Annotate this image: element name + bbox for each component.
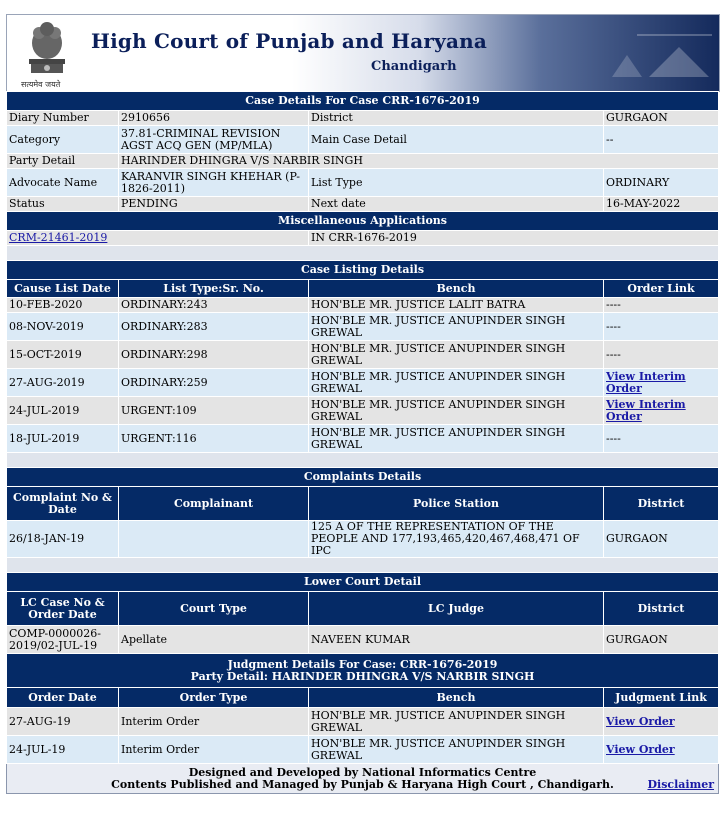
col-judgment-link: Judgment Link (604, 688, 719, 708)
judgment-bench: HON'BLE MR. JUSTICE ANUPINDER SINGH GREWAL (309, 736, 604, 764)
listing-type: ORDINARY:283 (119, 313, 309, 341)
district-label: District (309, 111, 604, 126)
party-value: HARINDER DHINGRA V/S NARBIR SINGH (119, 154, 719, 169)
judgment-heading-line2: Party Detail: HARINDER DHINGRA V/S NARBIR SINGH (190, 669, 535, 683)
lc-judge: NAVEEN KUMAR (309, 626, 604, 654)
view-order-link[interactable]: View Order (606, 714, 675, 728)
national-emblem-icon (25, 19, 69, 77)
next-date-value: 16-MAY-2022 (604, 197, 719, 212)
table-row (7, 397, 719, 425)
judgment-date: 24-JUL-19 (7, 736, 119, 764)
emblem-caption: सत्यमेव जयते (21, 80, 61, 89)
col-order-link: Order Link (604, 280, 719, 298)
category-value: 37.81-CRIMINAL REVISION AGST ACQ GEN (MP/MLA) (119, 126, 309, 154)
listing-order-cell (604, 369, 719, 397)
section-spacer (7, 453, 719, 468)
listing-bench: HON'BLE MR. JUSTICE ANUPINDER SINGH GREWAL (309, 397, 604, 425)
listing-date: 10-FEB-2020 (7, 298, 119, 313)
diary-value: 2910656 (119, 111, 309, 126)
view-interim-order-link[interactable]: View Interim Order (606, 397, 686, 423)
disclaimer-link[interactable]: Disclaimer (647, 778, 715, 791)
complaints-heading: Complaints Details (7, 468, 719, 487)
table-row (7, 521, 719, 558)
complaint-district: GURGAON (604, 521, 719, 558)
advocate-label: Advocate Name (7, 169, 119, 197)
misc-application-link[interactable]: CRM-21461-2019 (9, 231, 108, 244)
police-station: 125 A OF THE REPRESENTATION OF THE PEOPLE AND 177,193,465,420,467,468,471 OF IPC (309, 521, 604, 558)
table-row (7, 708, 719, 736)
col-judgment-bench: Bench (309, 688, 604, 708)
lc-case-no: COMP-0000026-2019/02-JUL-19 (7, 626, 119, 654)
table-row (7, 341, 719, 369)
view-interim-order-link[interactable]: View Interim Order (606, 369, 686, 395)
listing-type: ORDINARY:259 (119, 369, 309, 397)
lower-court-heading: Lower Court Detail (7, 573, 719, 592)
col-lc-district: District (604, 592, 719, 626)
listing-order-cell (604, 397, 719, 425)
misc-application-cell (7, 231, 309, 246)
listing-type: URGENT:116 (119, 425, 309, 453)
footer-credit-line1: Designed and Developed by National Informatics Centre (188, 765, 537, 779)
col-lc-case-no: LC Case No & Order Date (7, 592, 119, 626)
page-subtitle: Chandigarh (371, 59, 457, 74)
judgment-link-cell (604, 708, 719, 736)
section-spacer (7, 558, 719, 573)
table-row (7, 369, 719, 397)
listing-type: URGENT:109 (119, 397, 309, 425)
listing-bench: HON'BLE MR. JUSTICE ANUPINDER SINGH GREWAL (309, 313, 604, 341)
complaint-no: 26/18-JAN-19 (7, 521, 119, 558)
judgment-heading-line1: Judgment Details For Case: CRR-1676-2019 (227, 657, 498, 671)
list-type-value: ORDINARY (604, 169, 719, 197)
case-status-table (6, 91, 719, 794)
misc-applications-heading: Miscellaneous Applications (7, 212, 719, 231)
col-bench: Bench (309, 280, 604, 298)
footer-credit-line2: Contents Published and Managed by Punjab & Haryana High Court , Chandigarh. (111, 777, 614, 791)
table-row (7, 298, 719, 313)
complainant (119, 521, 309, 558)
listing-bench: HON'BLE MR. JUSTICE ANUPINDER SINGH GREWAL (309, 341, 604, 369)
col-district: District (604, 487, 719, 521)
listing-type: ORDINARY:243 (119, 298, 309, 313)
col-police-station: Police Station (309, 487, 604, 521)
section-spacer (7, 246, 719, 261)
judgment-heading (7, 654, 719, 688)
listing-type: ORDINARY:298 (119, 341, 309, 369)
listing-date: 15-OCT-2019 (7, 341, 119, 369)
table-row (7, 626, 719, 654)
listing-order: ---- (604, 425, 719, 453)
table-row (7, 313, 719, 341)
judgment-link-cell (604, 736, 719, 764)
listing-bench: HON'BLE MR. JUSTICE ANUPINDER SINGH GREWAL (309, 425, 604, 453)
col-complaint-no: Complaint No & Date (7, 487, 119, 521)
case-listing-heading: Case Listing Details (7, 261, 719, 280)
listing-bench: HON'BLE MR. JUSTICE ANUPINDER SINGH GREWAL (309, 369, 604, 397)
court-type: Apellate (119, 626, 309, 654)
listing-date: 27-AUG-2019 (7, 369, 119, 397)
col-court-type: Court Type (119, 592, 309, 626)
col-cause-list-date: Cause List Date (7, 280, 119, 298)
listing-date: 18-JUL-2019 (7, 425, 119, 453)
header-banner (6, 14, 720, 92)
view-order-link[interactable]: View Order (606, 742, 675, 756)
page-title: High Court of Punjab and Haryana (91, 29, 488, 53)
listing-order: ---- (604, 341, 719, 369)
page-footer (7, 764, 719, 794)
listing-date: 08-NOV-2019 (7, 313, 119, 341)
col-lc-judge: LC Judge (309, 592, 604, 626)
listing-bench: HON'BLE MR. JUSTICE LALIT BATRA (309, 298, 604, 313)
judgment-type: Interim Order (119, 708, 309, 736)
case-details-heading: Case Details For Case CRR-1676-2019 (7, 92, 719, 111)
listing-order: ---- (604, 298, 719, 313)
misc-in-case: IN CRR-1676-2019 (309, 231, 719, 246)
advocate-value: KARANVIR SINGH KHEHAR (P-1826-2011) (119, 169, 309, 197)
category-label: Category (7, 126, 119, 154)
judgment-type: Interim Order (119, 736, 309, 764)
status-value: PENDING (119, 197, 309, 212)
judgment-bench: HON'BLE MR. JUSTICE ANUPINDER SINGH GREWAL (309, 708, 604, 736)
district-value: GURGAON (604, 111, 719, 126)
list-type-label: List Type (309, 169, 604, 197)
lc-district: GURGAON (604, 626, 719, 654)
status-label: Status (7, 197, 119, 212)
listing-order: ---- (604, 313, 719, 341)
listing-date: 24-JUL-2019 (7, 397, 119, 425)
scales-decoration-icon (567, 15, 717, 91)
main-case-value: -- (604, 126, 719, 154)
col-complainant: Complainant (119, 487, 309, 521)
main-case-label: Main Case Detail (309, 126, 604, 154)
table-row (7, 425, 719, 453)
col-list-type: List Type:Sr. No. (119, 280, 309, 298)
party-label: Party Detail (7, 154, 119, 169)
col-order-type: Order Type (119, 688, 309, 708)
table-row (7, 736, 719, 764)
judgment-date: 27-AUG-19 (7, 708, 119, 736)
col-order-date: Order Date (7, 688, 119, 708)
next-date-label: Next date (309, 197, 604, 212)
diary-label: Diary Number (7, 111, 119, 126)
